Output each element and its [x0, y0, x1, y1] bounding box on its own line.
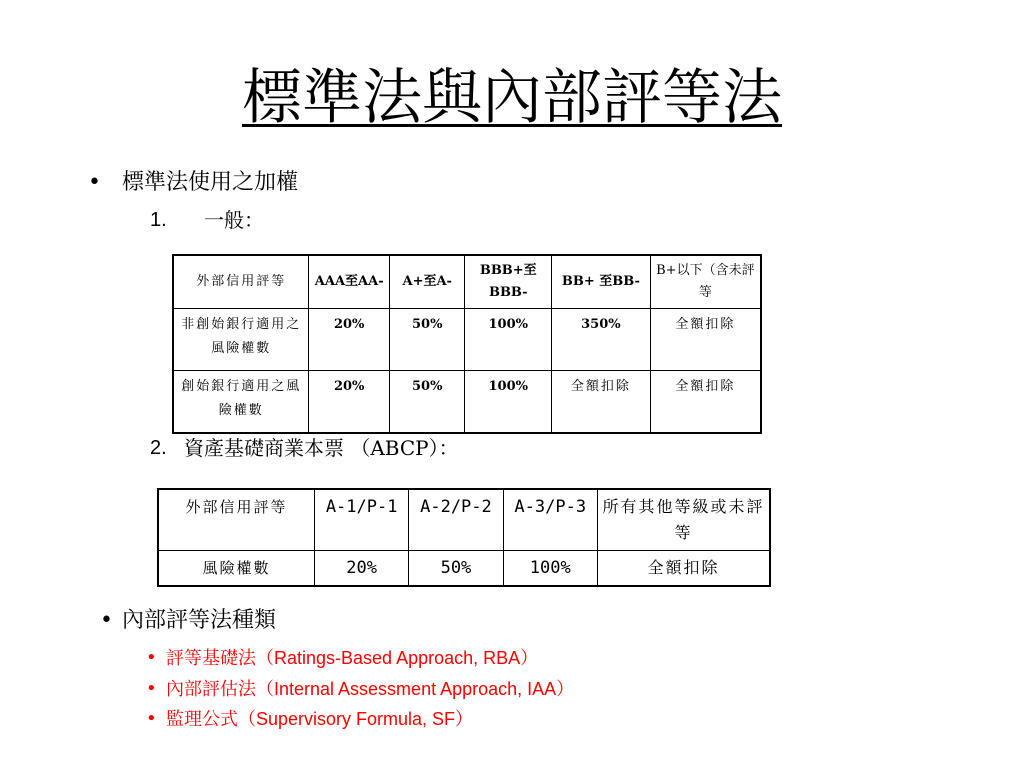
table-cell: 20%: [309, 309, 390, 371]
row-label: 創始銀行適用之風險權數: [173, 371, 309, 433]
table-row: [173, 309, 761, 371]
sub-bullet-text: 內部評估法（Internal Assessment Approach, IAA）: [166, 679, 575, 699]
bullet-text: 內部評等法種類: [122, 608, 277, 633]
bullet-dot-icon: •: [146, 708, 157, 729]
header-cell: A-2/P-2: [409, 489, 503, 551]
table-cell: 20%: [315, 551, 409, 587]
header-cell: 外部信用評等: [173, 255, 309, 309]
numbered-item-general: [150, 206, 264, 234]
bullet-dot-icon: •: [100, 608, 113, 633]
table-cell: 350%: [552, 309, 651, 371]
item-number: 2.: [150, 437, 167, 459]
table-cell: 100%: [503, 551, 597, 587]
table-cell: 全額扣除: [650, 309, 761, 371]
table-header-row: [173, 255, 761, 309]
header-cell: A-1/P-1: [315, 489, 409, 551]
sub-bullet-text: 評等基礎法（Ratings-Based Approach, RBA）: [166, 648, 539, 668]
table-cell: 100%: [465, 309, 552, 371]
header-cell: A+至A-: [389, 255, 465, 309]
table-header-row: [158, 489, 770, 551]
header-cell: BB+ 至BB-: [552, 255, 651, 309]
bullet-standard-weights: [88, 168, 298, 198]
table-cell: 50%: [389, 309, 465, 371]
sub-bullet-rba: [146, 645, 538, 671]
table-row: [158, 551, 770, 587]
bullet-internal-methods: [100, 606, 276, 636]
sub-bullet-iaa: [146, 676, 574, 702]
bullet-dot-icon: •: [146, 678, 157, 699]
table-cell: 20%: [309, 371, 390, 433]
header-cell: AAA至AA-: [309, 255, 390, 309]
header-cell: 外部信用評等: [158, 489, 315, 551]
row-label: 非創始銀行適用之風險權數: [173, 309, 309, 371]
row-label: 風險權數: [158, 551, 315, 587]
item-text: 資產基礎商業本票 （ABCP）：: [184, 436, 459, 460]
table-row: [173, 371, 761, 433]
header-cell: BBB+至BBB-: [465, 255, 552, 309]
table-cell: 50%: [409, 551, 503, 587]
table-cell: 全額扣除: [597, 551, 770, 587]
abcp-weights-table: [157, 488, 771, 587]
sub-bullet-sf: [146, 706, 473, 732]
header-cell: 所有其他等級或未評等: [597, 489, 770, 551]
bullet-dot-icon: •: [146, 647, 157, 668]
item-number: 1.: [150, 209, 167, 231]
table-cell: 全額扣除: [650, 371, 761, 433]
table-cell: 50%: [389, 371, 465, 433]
table-cell: 100%: [465, 371, 552, 433]
numbered-item-abcp: [150, 434, 459, 462]
sub-bullet-text: 監理公式（Supervisory Formula, SF）: [166, 709, 474, 729]
bullet-text: 標準法使用之加權: [122, 170, 299, 195]
header-cell: A-3/P-3: [503, 489, 597, 551]
bullet-dot-icon: •: [88, 170, 101, 195]
slide-title: 標準法與內部評等法: [242, 63, 782, 133]
item-text: 一般：: [204, 208, 264, 232]
table-cell: 全額扣除: [552, 371, 651, 433]
header-cell: B+以下（含未評等: [650, 255, 761, 309]
general-weights-table: [172, 254, 762, 434]
